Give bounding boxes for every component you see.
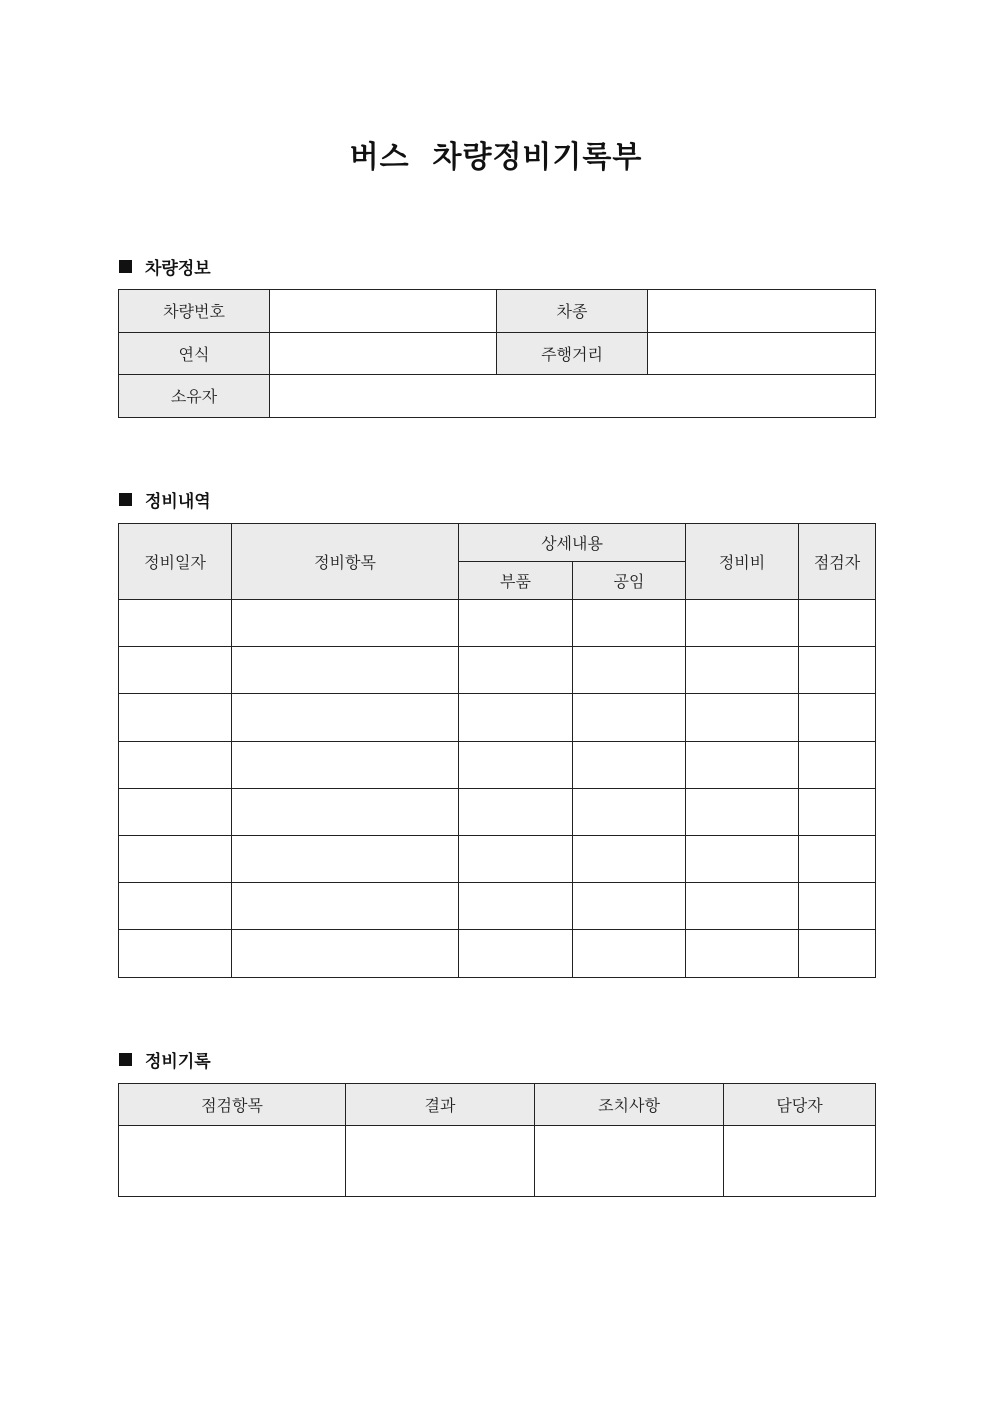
plate-field[interactable] xyxy=(270,290,497,333)
table-row xyxy=(119,375,876,418)
table-row xyxy=(119,930,876,977)
header-result: 결과 xyxy=(346,1084,535,1126)
model-label: 차종 xyxy=(497,290,648,333)
repair-history-table xyxy=(118,523,876,978)
mileage-label: 주행거리 xyxy=(497,332,648,375)
inspector-cell[interactable] xyxy=(799,694,876,741)
cost-cell[interactable] xyxy=(686,647,799,694)
inspector-cell[interactable] xyxy=(799,930,876,977)
date-cell[interactable] xyxy=(119,600,232,647)
header-manager: 담당자 xyxy=(724,1084,876,1126)
vehicle-info-heading-label: 차량정보 xyxy=(145,259,211,279)
labor-cell[interactable] xyxy=(573,788,686,835)
labor-cell[interactable] xyxy=(573,741,686,788)
table-row xyxy=(119,1126,876,1197)
table-header-row xyxy=(119,524,876,562)
vehicle-info-heading xyxy=(119,254,211,279)
table-row xyxy=(119,647,876,694)
labor-cell[interactable] xyxy=(573,930,686,977)
table-row xyxy=(119,883,876,930)
date-cell[interactable] xyxy=(119,741,232,788)
mileage-field[interactable] xyxy=(648,332,876,375)
cost-cell[interactable] xyxy=(686,600,799,647)
check-item-cell[interactable] xyxy=(119,1126,346,1197)
inspector-cell[interactable] xyxy=(799,647,876,694)
labor-cell[interactable] xyxy=(573,835,686,882)
table-row xyxy=(119,835,876,882)
inspector-cell[interactable] xyxy=(799,835,876,882)
cost-cell[interactable] xyxy=(686,694,799,741)
inspector-cell[interactable] xyxy=(799,788,876,835)
table-row xyxy=(119,600,876,647)
labor-cell[interactable] xyxy=(573,694,686,741)
repair-record-table xyxy=(118,1083,876,1197)
date-cell[interactable] xyxy=(119,930,232,977)
square-bullet-icon xyxy=(119,1053,132,1066)
repair-record-heading-label: 정비기록 xyxy=(145,1052,211,1072)
header-inspector: 점검자 xyxy=(799,524,876,600)
header-parts: 부품 xyxy=(459,562,573,600)
date-cell[interactable] xyxy=(119,788,232,835)
manager-cell[interactable] xyxy=(724,1126,876,1197)
parts-cell[interactable] xyxy=(459,600,573,647)
item-cell[interactable] xyxy=(232,647,459,694)
square-bullet-icon xyxy=(119,493,132,506)
table-row xyxy=(119,694,876,741)
header-action: 조치사항 xyxy=(535,1084,724,1126)
plate-label: 차량번호 xyxy=(119,290,270,333)
item-cell[interactable] xyxy=(232,694,459,741)
header-cost: 정비비 xyxy=(686,524,799,600)
item-cell[interactable] xyxy=(232,600,459,647)
square-bullet-icon xyxy=(119,260,132,273)
inspector-cell[interactable] xyxy=(799,600,876,647)
table-row xyxy=(119,290,876,333)
parts-cell[interactable] xyxy=(459,741,573,788)
parts-cell[interactable] xyxy=(459,788,573,835)
repair-history-heading xyxy=(119,487,211,512)
labor-cell[interactable] xyxy=(573,883,686,930)
table-row xyxy=(119,741,876,788)
year-field[interactable] xyxy=(270,332,497,375)
parts-cell[interactable] xyxy=(459,694,573,741)
model-field[interactable] xyxy=(648,290,876,333)
table-row xyxy=(119,788,876,835)
inspector-cell[interactable] xyxy=(799,741,876,788)
page-title: 버스 차량정비기록부 xyxy=(349,140,643,175)
labor-cell[interactable] xyxy=(573,600,686,647)
inspector-cell[interactable] xyxy=(799,883,876,930)
cost-cell[interactable] xyxy=(686,883,799,930)
cost-cell[interactable] xyxy=(686,741,799,788)
repair-record-heading xyxy=(119,1047,211,1072)
header-detail: 상세내용 xyxy=(459,524,686,562)
header-date: 정비일자 xyxy=(119,524,232,600)
item-cell[interactable] xyxy=(232,930,459,977)
header-item: 정비항목 xyxy=(232,524,459,600)
table-header-row xyxy=(119,1084,876,1126)
date-cell[interactable] xyxy=(119,694,232,741)
result-cell[interactable] xyxy=(346,1126,535,1197)
action-cell[interactable] xyxy=(535,1126,724,1197)
labor-cell[interactable] xyxy=(573,647,686,694)
owner-label: 소유자 xyxy=(119,375,270,418)
cost-cell[interactable] xyxy=(686,835,799,882)
item-cell[interactable] xyxy=(232,883,459,930)
vehicle-info-table xyxy=(118,289,876,418)
cost-cell[interactable] xyxy=(686,788,799,835)
item-cell[interactable] xyxy=(232,788,459,835)
header-check-item: 점검항목 xyxy=(119,1084,346,1126)
repair-history-heading-label: 정비내역 xyxy=(145,492,211,512)
cost-cell[interactable] xyxy=(686,930,799,977)
date-cell[interactable] xyxy=(119,835,232,882)
header-labor: 공임 xyxy=(573,562,686,600)
parts-cell[interactable] xyxy=(459,647,573,694)
year-label: 연식 xyxy=(119,332,270,375)
date-cell[interactable] xyxy=(119,647,232,694)
parts-cell[interactable] xyxy=(459,883,573,930)
table-row xyxy=(119,332,876,375)
item-cell[interactable] xyxy=(232,741,459,788)
parts-cell[interactable] xyxy=(459,930,573,977)
parts-cell[interactable] xyxy=(459,835,573,882)
item-cell[interactable] xyxy=(232,835,459,882)
date-cell[interactable] xyxy=(119,883,232,930)
owner-field[interactable] xyxy=(270,375,876,418)
